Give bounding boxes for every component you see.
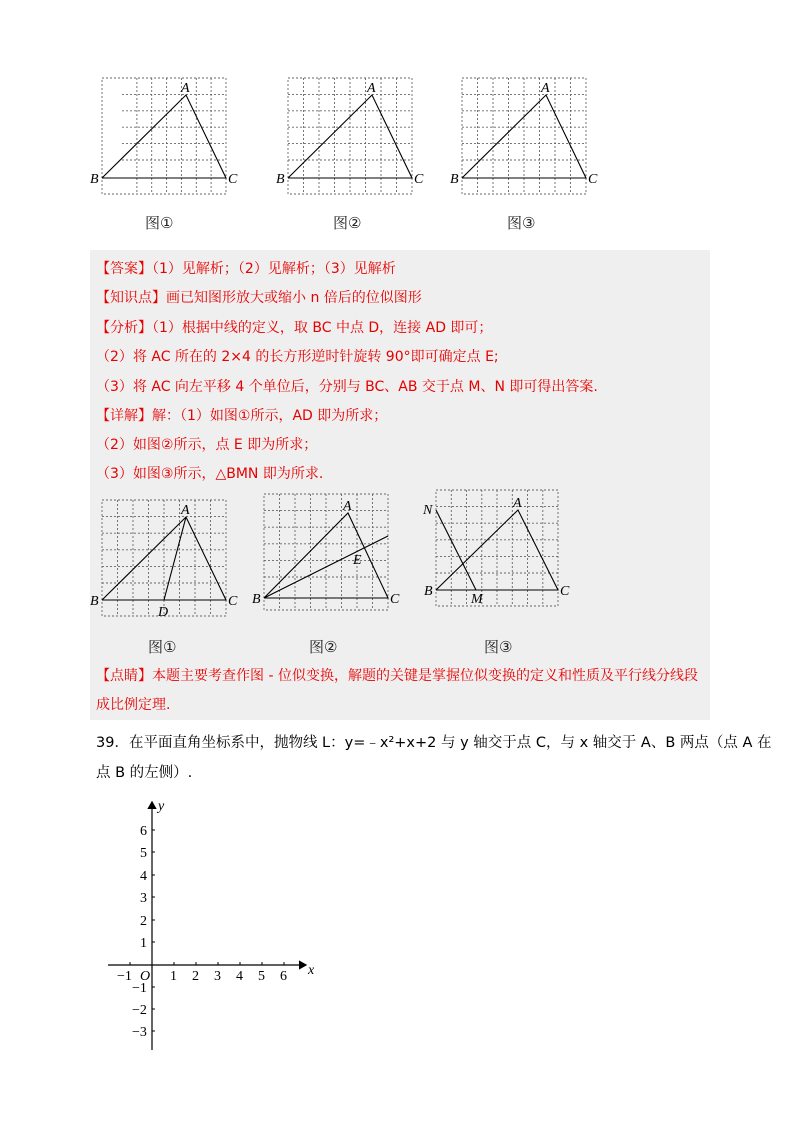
svg-text:D: D [158, 605, 169, 620]
solution-caption-3: 图③ [484, 638, 513, 656]
svg-text:C: C [560, 584, 570, 599]
svg-text:C: C [228, 594, 238, 609]
knowledge-line: 【知识点】画已知图形放大或缩小 n 倍后的位似图形 [96, 290, 422, 306]
svg-text:B: B [276, 172, 285, 187]
solution-caption-2: 图② [309, 638, 338, 656]
point-label-a: A [181, 81, 190, 96]
x-tick: 3 [214, 969, 221, 984]
question-line-1: 39．在平面直角坐标系中，抛物线 L：y=﹣x²+x+2 与 y 轴交于点 C，与 x 轴交于 A、B 两点（点 A 在 [96, 735, 772, 751]
detail-line-3: （3）如图③所示，△BMN 即为所求. [96, 466, 324, 482]
svg-text:A: A [367, 81, 376, 96]
x-tick: 2 [192, 969, 199, 984]
solution-figure-2 [252, 486, 412, 616]
svg-text:B: B [424, 584, 433, 599]
top-caption-3: 图③ [507, 214, 536, 232]
top-caption-1: 图① [145, 214, 174, 232]
y-tick: 1 [140, 936, 147, 951]
origin-label: O [140, 969, 151, 984]
analysis-line-1: 【分析】（1）根据中线的定义，取 BC 中点 D，连接 AD 即可； [96, 320, 493, 336]
answer-line: 【答案】（1）见解析；（2）见解析；（3）见解析 [96, 261, 396, 277]
svg-text:N: N [423, 503, 433, 518]
svg-text:B: B [252, 592, 261, 607]
y-tick: −1 [132, 981, 147, 996]
x-tick: −1 [117, 969, 132, 984]
svg-text:C: C [414, 172, 424, 187]
detail-line-1: 【详解】解：（1）如图①所示，AD 即为所求； [96, 408, 388, 424]
top-figure-2 [276, 70, 436, 200]
solution-figure-3 [422, 482, 582, 612]
svg-text:C: C [588, 172, 598, 187]
top-figure-3 [450, 70, 610, 200]
analysis-line-2: （2）将 AC 所在的 2×4 的长方形逆时针旋转 90°即可确定点 E; [96, 349, 499, 365]
x-tick: 4 [236, 969, 243, 984]
analysis-line-3: （3）将 AC 向左平移 4 个单位后，分别与 BC、AB 交于点 M、N 即可得出答案. [96, 379, 598, 395]
solution-figure-1 [90, 492, 250, 622]
svg-text:C: C [390, 592, 400, 607]
point-label-c: C [228, 172, 238, 187]
comment-paragraph: 【点睛】本题主要考查作图 - 位似变换，解题的关键是掌握位似变换的定义和性质及平行线分线段成比例定理. [96, 668, 698, 713]
x-axis-label: x [308, 963, 315, 978]
x-tick: 5 [258, 969, 265, 984]
svg-text:B: B [90, 594, 99, 609]
x-tick: 6 [280, 969, 287, 984]
svg-text:A: A [343, 499, 352, 514]
y-tick: 3 [140, 891, 147, 906]
svg-text:A: A [181, 503, 190, 518]
top-figure-1 [90, 70, 250, 200]
y-tick: 2 [140, 914, 147, 929]
svg-text:B: B [450, 172, 459, 187]
solution-caption-1: 图① [148, 638, 177, 656]
point-label-b: B [90, 172, 99, 187]
y-tick: −3 [132, 1025, 147, 1040]
x-tick: 1 [170, 969, 177, 984]
y-tick: 4 [140, 869, 147, 884]
coordinate-axes [100, 790, 330, 1060]
svg-text:E: E [353, 553, 362, 568]
detail-line-2: （2）如图②所示，点 E 即为所求； [96, 437, 318, 453]
y-axis-label: y [158, 799, 165, 814]
y-tick: 6 [140, 824, 147, 839]
svg-text:A: A [541, 81, 550, 96]
y-tick: −2 [132, 1003, 147, 1018]
svg-text:M: M [471, 592, 483, 607]
svg-text:A: A [513, 496, 522, 511]
top-caption-2: 图② [333, 214, 362, 232]
question-line-2: 点 B 的左侧）. [96, 765, 193, 781]
y-tick: 5 [140, 846, 147, 861]
